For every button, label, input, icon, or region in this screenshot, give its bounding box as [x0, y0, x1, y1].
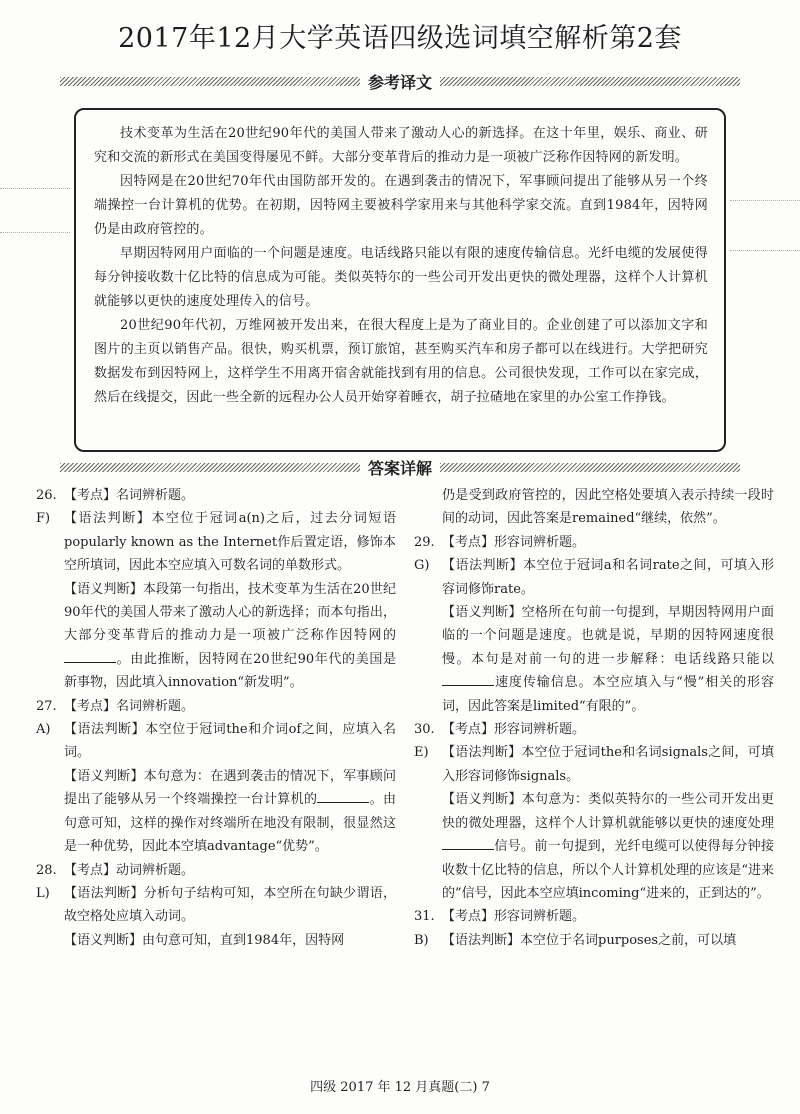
answer-letter: G) [414, 558, 430, 574]
translation-paragraph: 技术变革为生活在20世纪90年代的美国人带来了激动人心的新选择。在这十年里，娱乐、商业、研究和交流的新形式在美国变得屡见不鲜。大部分变革背后的推动力是一项被广泛称作因特网的新发明。 [94, 126, 708, 165]
translation-section-header [60, 70, 740, 92]
page-title: 2017年12月大学英语四级选词填空解析第2套 [118, 23, 682, 54]
entry-text: 【语义判断】由句意可知，直到1984年，因特网 [64, 932, 345, 948]
margin-dots [0, 188, 70, 190]
entry-text: 【语法判断】本空位于冠词a(n)之后，过去分词短语popularly known as the Internet作后置定语，修饰本空所填词，因此本空应填入可数名词的单数形式。 [64, 511, 396, 574]
answer-letter: B) [414, 932, 429, 948]
margin-dots [730, 250, 800, 252]
page-footer: 四级 2017 年 12 月真题(二) 7 [310, 1080, 490, 1095]
answer-entry [414, 905, 774, 928]
answer-entry [36, 695, 396, 718]
translation-paragraph: 20世纪90年代初，万维网被开发出来，在很大程度上是为了商业目的。企业创建了可以添加文字和图片的主页以销售产品。很快，购买机票，预订旅馆，甚至购买汽车和房子都可以在线进行。大学把研究数据发布到因特网上，这样学生不用离开宿舍就能找到有用的信息。公司很快发现，工作可以在家完成，然后在线提交，因此一些全新的远程办公人员开始穿着睡衣，胡子拉碴地在家里的办公室工作挣钱。 [94, 318, 708, 405]
entry-text-after-blank: 信号。前一句提到，光纤电缆可以使得每分钟接收数十亿比特的信息，所以个人计算机处理的应该是“进来的”信号，因此本空应填incoming“进来的，正到达的”。 [442, 839, 774, 901]
translation-box [74, 108, 726, 452]
entry-text-before-blank: 【语义判断】空格所在句前一句提到，早期因特网用户面临的一个问题是速度。也就是说，早期的因特网速度很慢。本句是对前一句的进一步解释：电话线路只能以 [442, 605, 774, 667]
question-number: 29. [414, 534, 435, 550]
translation-paragraph: 因特网是在20世纪70年代由国防部开发的。在遇到袭击的情况下，军事顾问提出了能够从另一个终端操控一台计算机的优势。在初期，因特网主要被科学家用来与其他科学家交流。直到1984年，因特网仍是由政府管控的。 [94, 174, 708, 237]
answer-entry [414, 929, 774, 952]
answer-entry [414, 741, 774, 788]
question-number: 28. [36, 862, 57, 878]
entry-mark [414, 601, 442, 718]
entry-text-before-blank: 【语义判断】本段第一句指出，技术变革为生活在20世纪90年代的美国人带来了激动人心的新选择；而本句指出，大部分变革背后的推动力是一项被广泛称作因特网的 [64, 581, 396, 644]
entry-mark [36, 765, 64, 859]
entry-text [64, 578, 396, 695]
entry-text [442, 788, 774, 905]
answer-entry [414, 554, 774, 601]
answer-entry [36, 859, 396, 882]
answer-entry [36, 578, 396, 695]
answer-letter: A) [36, 722, 51, 738]
entry-text-after-blank: 。由句意可知，这样的操作对终端所在地没有限制，很显然这是一种优势，因此本空填advantage“优势”。 [64, 792, 396, 855]
question-number: 27. [36, 698, 57, 714]
entry-text-after-blank: 。由此推断，因特网在20世纪90年代的美国是新事物，因此填入innovation“新发明”。 [64, 651, 396, 691]
answer-entry [36, 718, 396, 765]
answer-letter: F) [36, 511, 51, 527]
margin-dots [0, 232, 70, 234]
entry-text: 【考点】形容词辨析题。 [442, 909, 586, 925]
hatched-rule [60, 463, 360, 472]
entry-text: 【考点】动词辨析题。 [64, 862, 195, 878]
question-number: 26. [36, 488, 57, 503]
blank-line [64, 648, 116, 663]
answer-entry [414, 484, 774, 531]
entry-text [442, 601, 774, 718]
hatched-rule [440, 463, 740, 472]
question-number: 31. [414, 909, 435, 925]
entry-mark [414, 484, 442, 531]
entry-text-before-blank: 【语义判断】本句意为：类似英特尔的一些公司开发出更快的微处理器，这样个人计算机就能够以更快的速度处理 [442, 792, 774, 831]
blank-line [442, 671, 494, 686]
blank-line [442, 835, 494, 850]
answer-entry [414, 601, 774, 718]
entry-mark [36, 578, 64, 695]
entry-text: 【语法判断】本空位于名词purposes之前，可以填 [442, 932, 737, 948]
answer-entry [36, 929, 396, 952]
hatched-rule [440, 77, 740, 86]
entry-mark [414, 788, 442, 905]
answer-letter: L) [36, 885, 50, 901]
answer-entry [414, 718, 774, 741]
entry-text: 【考点】名词辨析题。 [64, 698, 195, 714]
entry-text [64, 765, 396, 859]
answers-right-column [414, 484, 774, 952]
entry-text: 【考点】形容词辨析题。 [442, 534, 586, 550]
entry-text: 【语法判断】本空位于冠词the和介词of之间，应填入名词。 [64, 722, 396, 761]
answers-left-column [36, 484, 396, 952]
hatched-rule [60, 77, 360, 86]
entry-text: 【考点】名词辨析题。 [64, 488, 195, 503]
entry-text: 仍是受到政府管控的，因此空格处要填入表示持续一段时间的动词，因此答案是remained“继续，依然”。 [442, 488, 774, 527]
entry-text: 【语法判断】本空位于冠词a和名词rate之间，可填入形容词修饰rate。 [442, 558, 774, 597]
question-number: 30. [414, 722, 435, 738]
answer-letter: E) [414, 745, 429, 761]
entry-text: 【语法判断】分析句子结构可知，本空所在句缺少谓语，故空格处应填入动词。 [64, 885, 396, 925]
translation-paragraph: 早期因特网用户面临的一个问题是速度。电话线路只能以有限的速度传输信息。光纤电缆的发展使得每分钟接收数十亿比特的信息成为可能。类似英特尔的一些公司开发出更快的微处理器，这样个人计算机就能够以更快的速度处理传入的信号。 [94, 246, 708, 309]
answer-entry [414, 788, 774, 905]
entry-text: 【语法判断】本空位于冠词the和名词signals之间，可填入形容词修饰signals。 [442, 745, 774, 784]
answers-section-label: 答案详解 [368, 458, 433, 478]
answer-entry [36, 882, 396, 929]
blank-line [317, 788, 369, 803]
margin-dots [730, 200, 800, 202]
answer-entry [36, 765, 396, 859]
entry-text-after-blank: 速度传输信息。本空应填入与“慢”相关的形容词，因此答案是limited“有限的”。 [442, 675, 774, 714]
answer-entry [36, 484, 396, 507]
answer-entry [414, 531, 774, 554]
answer-entry [36, 507, 396, 577]
entry-text: 【考点】形容词辨析题。 [442, 722, 586, 738]
entry-text-before-blank: 【语义判断】本句意为：在遇到袭击的情况下，军事顾问提出了能够从另一个终端操控一台计算机的 [64, 768, 396, 808]
answers-section-header [60, 456, 740, 478]
translation-section-label: 参考译文 [368, 72, 433, 92]
entry-mark [36, 929, 64, 952]
